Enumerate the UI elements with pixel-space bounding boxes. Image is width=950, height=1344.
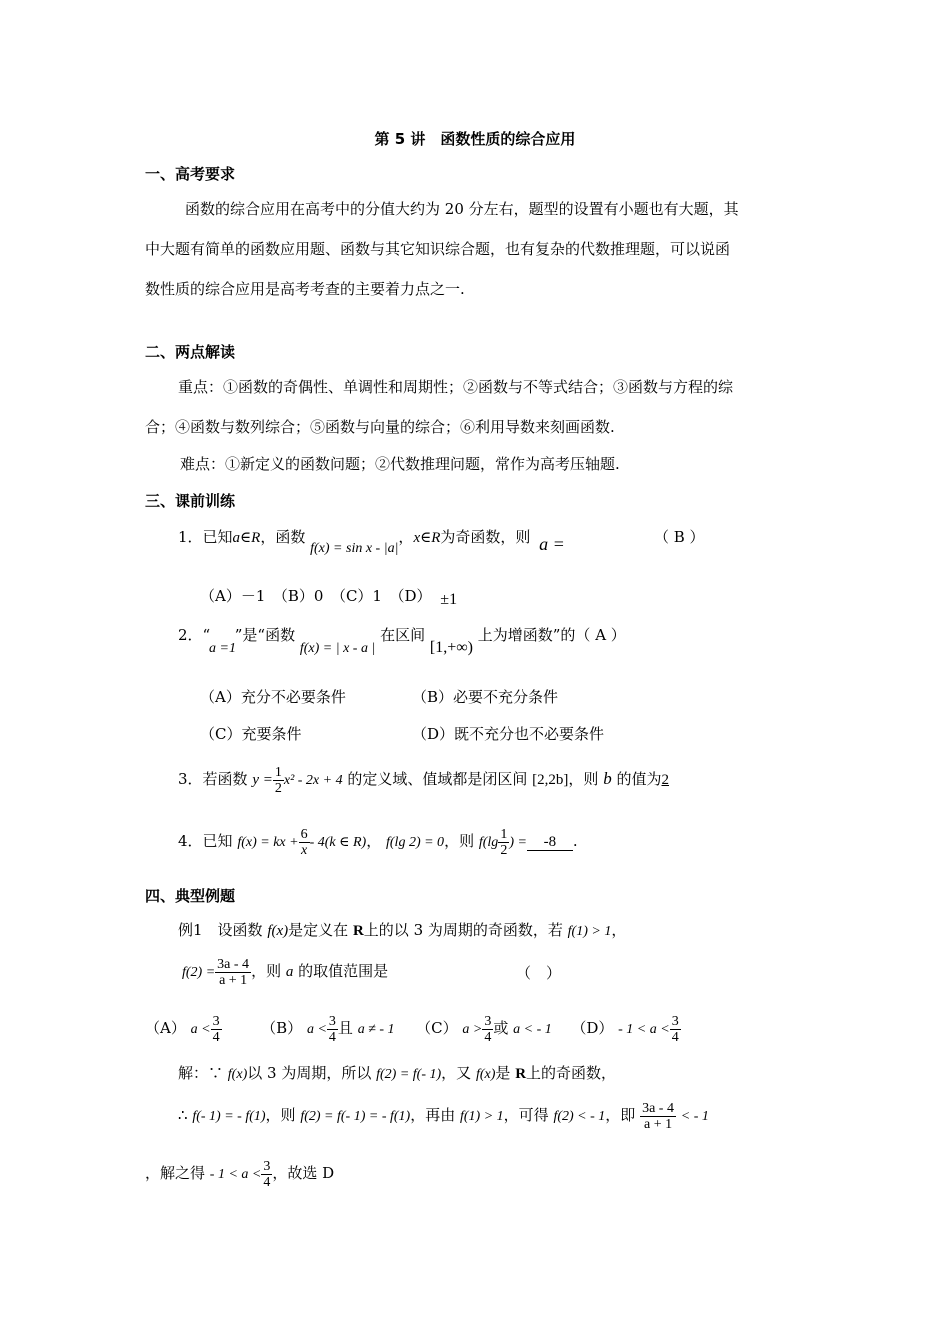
q1-options: （A）－1 （B）0 （C）1 （D） ±1	[200, 587, 458, 608]
q4-answer: -8	[527, 834, 573, 851]
question-3: 3．若函数 y = $\frac{1}{2}$ x² - 2x + 4 的定义域、值域都是闭区间 [2,2b]，则 b 的值为2	[178, 764, 670, 796]
paragraph-line: 合；④函数与数列综合；⑤函数与向量的综合；⑥利用导数来刻画函数.	[145, 418, 615, 436]
section-heading-pre-class: 三、课前训练	[145, 492, 236, 510]
paragraph-line: 数性质的综合应用是高考考查的主要着力点之一.	[145, 280, 465, 298]
section-heading-requirements: 一、高考要求	[145, 165, 236, 183]
paragraph-line: 函数的综合应用在高考中的分值大约为 20 分左右，题型的设置有小题也有大题，其	[185, 200, 739, 218]
q2-option-a: （A）充分不必要条件	[200, 688, 346, 706]
example-1-line-2: f(2) = $\frac{3a - 4}{a + 1}$ ，则 a 的取值范围是	[182, 956, 389, 988]
q2-option-c: （C）充要条件	[200, 725, 302, 743]
paragraph-line: 中大题有简单的函数应用题、函数与其它知识综合题，也有复杂的代数推理题，可以说函	[145, 240, 731, 258]
q1-formula: f(x) = sin x - |a|	[310, 541, 399, 556]
question-2: 2．“ a =1 ”是“函数 f(x) = | x - a | 在区间 [1,+∞) 上为增函数”的（ A ）	[178, 626, 626, 656]
example-1-options: （A） a < $\frac{3}{4}$ （B） a < $\frac{3}{4}$ 且 a ≠ - 1 （C） a > $\frac{3}{4}$ 或 a < - 1 （D） - 1 < a < $\frac{3}{4}$	[145, 1013, 679, 1045]
section-heading-key-points: 二、两点解读	[145, 343, 236, 361]
example-1: 例1 设函数 f(x)是定义在 R上的以 3 为周期的奇函数，若 f(1) > 1，	[178, 921, 627, 939]
paragraph-line: 难点：①新定义的函数问题；②代数推理问题，常作为高考压轴题.	[180, 455, 620, 473]
solution-line-2: ∴ f(- 1) = - f(1)，则 f(2) = f(- 1) = - f(1)，再由 f(1) > 1，可得 f(2) < - 1，即 $\frac{3a - 4}{a + 1}$ < - 1	[178, 1100, 709, 1132]
q1-answer: （ B ）	[654, 528, 705, 546]
question-4: 4．已知 f(x) = kx + $\frac{6}{x}$ - 4(k ∈ R)， f(lg 2) = 0，则 f(lg $\frac{1}{2}$ ) = -8 .	[178, 826, 578, 858]
page-title: 第 5 讲 函数性质的综合应用	[374, 130, 576, 148]
solution-line-3: ，解之得 - 1 < a < $\frac{3}{4}$ ，故选 D	[145, 1158, 335, 1190]
q2-option-b: （B）必要不充分条件	[412, 688, 559, 706]
solution-line-1: 解：∵ f(x)以 3 为周期，所以 f(2) = f(- 1)，又 f(x)是 R上的奇函数，	[178, 1064, 617, 1082]
example-1-answer-paren: （ ）	[516, 964, 562, 982]
question-1: 1．已知a∈R，函数 f(x) = sin x - |a|，x∈R为奇函数，则 a =	[178, 528, 565, 556]
q2-option-d: （D）既不充分也不必要条件	[412, 725, 605, 743]
section-heading-examples: 四、典型例题	[145, 887, 236, 905]
paragraph-line: 重点：①函数的奇偶性、单调性和周期性；②函数与不等式结合；③函数与方程的综	[178, 378, 734, 396]
